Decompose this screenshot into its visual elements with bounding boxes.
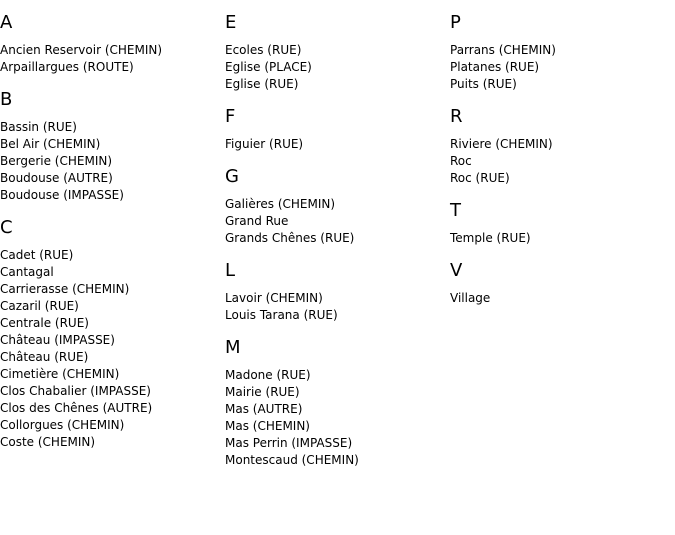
street-item[interactable]: Cimetière (CHEMIN)	[0, 367, 120, 381]
street-item[interactable]: Riviere (CHEMIN)	[450, 137, 553, 151]
letter-heading-t: T	[450, 200, 461, 221]
letter-heading-a: A	[0, 12, 13, 33]
street-list-m	[225, 367, 445, 469]
street-list-p	[450, 42, 670, 93]
street-item[interactable]: Boudouse (AUTRE)	[0, 171, 113, 185]
street-item[interactable]: Château (RUE)	[0, 350, 89, 364]
letter-group-t	[450, 200, 670, 247]
street-item[interactable]: Figuier (RUE)	[225, 137, 304, 151]
street-item[interactable]: Collorgues (CHEMIN)	[0, 418, 125, 432]
street-item[interactable]: Boudouse (IMPASSE)	[0, 188, 124, 202]
street-item[interactable]: Platanes (RUE)	[450, 60, 540, 74]
street-list-b	[0, 119, 220, 204]
street-item[interactable]: Temple (RUE)	[450, 231, 531, 245]
letter-heading-p: P	[450, 12, 461, 33]
index-column-1	[0, 12, 220, 464]
street-list-l	[225, 290, 445, 324]
street-list-g	[225, 196, 445, 247]
street-item[interactable]: Cantagal	[0, 265, 54, 279]
street-item[interactable]: Puits (RUE)	[450, 77, 517, 91]
street-item[interactable]: Mairie (RUE)	[225, 385, 300, 399]
street-item[interactable]: Carrierasse (CHEMIN)	[0, 282, 130, 296]
street-list-f	[225, 136, 445, 153]
street-item[interactable]: Mas Perrin (IMPASSE)	[225, 436, 353, 450]
letter-group-a	[0, 12, 220, 76]
street-item[interactable]: Mas (CHEMIN)	[225, 419, 310, 433]
letter-group-c	[0, 217, 220, 451]
letter-group-b	[0, 89, 220, 204]
street-item[interactable]: Village	[450, 291, 491, 305]
street-item[interactable]: Cazaril (RUE)	[0, 299, 79, 313]
street-item[interactable]: Mas (AUTRE)	[225, 402, 303, 416]
street-item[interactable]: Arpaillargues (ROUTE)	[0, 60, 134, 74]
street-item[interactable]: Lavoir (CHEMIN)	[225, 291, 323, 305]
street-item[interactable]: Madone (RUE)	[225, 368, 311, 382]
street-item[interactable]: Galières (CHEMIN)	[225, 197, 336, 211]
street-list-v	[450, 290, 670, 307]
index-column-2	[225, 12, 445, 482]
street-item[interactable]: Bel Air (CHEMIN)	[0, 137, 101, 151]
letter-heading-v: V	[450, 260, 463, 281]
street-list-e	[225, 42, 445, 93]
letter-group-m	[225, 337, 445, 469]
letter-group-e	[225, 12, 445, 93]
street-item[interactable]: Eglise (RUE)	[225, 77, 299, 91]
street-list-c	[0, 247, 220, 451]
letter-heading-m: M	[225, 337, 241, 358]
street-item[interactable]: Ancien Reservoir (CHEMIN)	[0, 43, 163, 57]
letter-group-p	[450, 12, 670, 93]
letter-heading-e: E	[225, 12, 237, 33]
letter-heading-b: B	[0, 89, 13, 110]
street-item[interactable]: Grands Chênes (RUE)	[225, 231, 355, 245]
street-item[interactable]: Ecoles (RUE)	[225, 43, 302, 57]
street-item[interactable]: Parrans (CHEMIN)	[450, 43, 556, 57]
street-item[interactable]: Centrale (RUE)	[0, 316, 89, 330]
street-item[interactable]: Clos Chabalier (IMPASSE)	[0, 384, 151, 398]
letter-heading-r: R	[450, 106, 463, 127]
street-item[interactable]: Bergerie (CHEMIN)	[0, 154, 113, 168]
street-item[interactable]: Bassin (RUE)	[0, 120, 77, 134]
street-item[interactable]: Roc	[450, 154, 472, 168]
street-item[interactable]: Louis Tarana (RUE)	[225, 308, 338, 322]
letter-group-l	[225, 260, 445, 324]
letter-heading-f: F	[225, 106, 236, 127]
street-item[interactable]: Château (IMPASSE)	[0, 333, 115, 347]
letter-group-f	[225, 106, 445, 153]
street-list-t	[450, 230, 670, 247]
street-item[interactable]: Eglise (PLACE)	[225, 60, 312, 74]
letter-group-v	[450, 260, 670, 307]
letter-group-r	[450, 106, 670, 187]
street-item[interactable]: Roc (RUE)	[450, 171, 510, 185]
index-column-3	[450, 12, 670, 320]
letter-heading-g: G	[225, 166, 239, 187]
letter-heading-c: C	[0, 217, 13, 238]
street-list-r	[450, 136, 670, 187]
street-list-a	[0, 42, 220, 76]
street-item[interactable]: Grand Rue	[225, 214, 289, 228]
street-item[interactable]: Clos des Chênes (AUTRE)	[0, 401, 153, 415]
street-item[interactable]: Coste (CHEMIN)	[0, 435, 96, 449]
street-item[interactable]: Montescaud (CHEMIN)	[225, 453, 359, 467]
street-item[interactable]: Cadet (RUE)	[0, 248, 74, 262]
letter-group-g	[225, 166, 445, 247]
letter-heading-l: L	[225, 260, 236, 281]
